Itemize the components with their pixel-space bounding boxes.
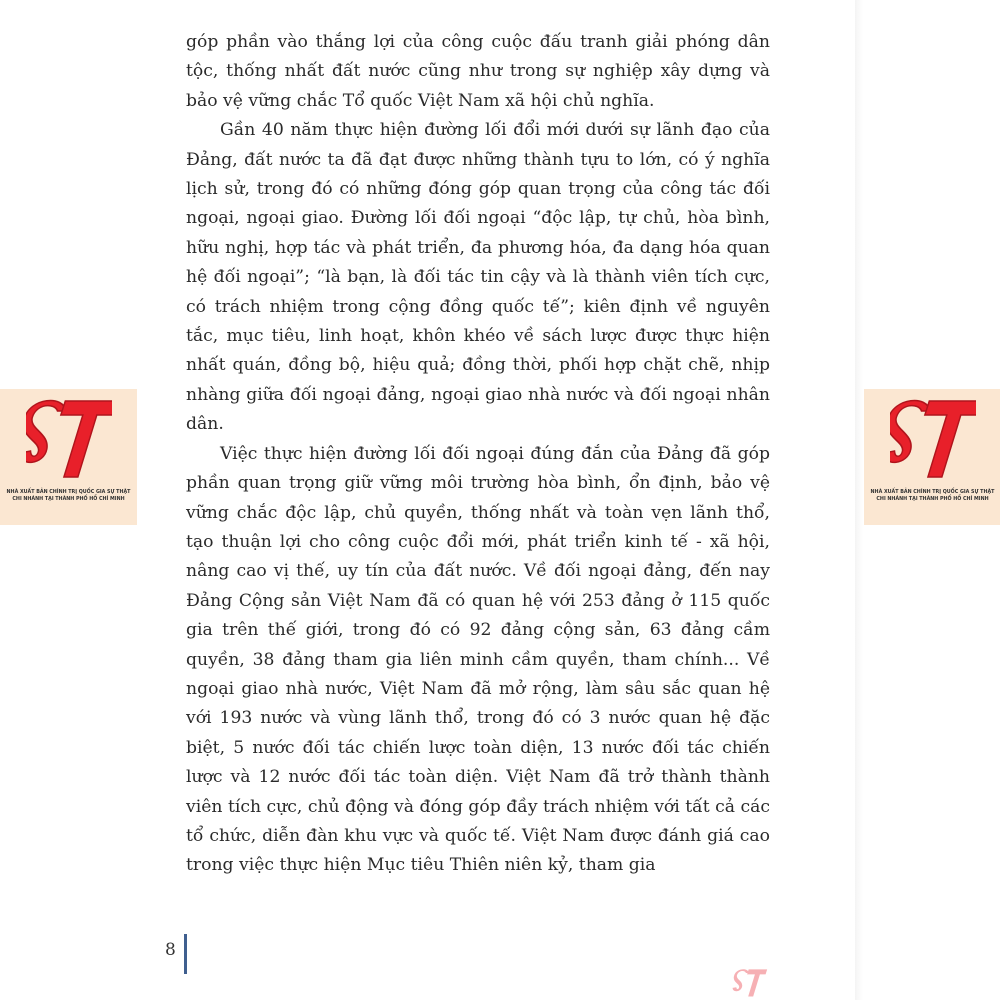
publisher-caption-line2: CHI NHÁNH TẠI THÀNH PHỐ HỒ CHÍ MINH [876,497,989,502]
publisher-logo-right [864,389,1000,525]
paragraph-1: góp phần vào thắng lợi của công cuộc đấu tranh giải phóng dân tộc, thống nhất đất nước cũng như trong sự nghiệp xây dựng và bảo vệ vững chắc Tổ quốc Việt Nam xã hội chủ nghĩa. [186,32,770,111]
publisher-caption-line1: NHÀ XUẤT BẢN CHÍNH TRỊ QUỐC GIA SỰ THẬT [6,490,131,495]
st-logo-icon [890,397,976,487]
publisher-caption-line2: CHI NHÁNH TẠI THÀNH PHỐ HỒ CHÍ MINH [12,497,125,502]
publisher-caption [2,489,135,503]
publisher-logo-left [0,389,137,525]
page-body-text [186,28,770,881]
st-watermark-icon [732,968,768,1000]
page-edge-shadow [855,0,863,1000]
publisher-caption [866,489,999,503]
paragraph-3: Việc thực hiện đường lối đối ngoại đúng đắn của Đảng đã góp phần quan trọng giữ vững môi trường hòa bình, ổn định, bảo vệ vững chắc độc lập, chủ quyền, thống nhất và toàn vẹn lãnh thổ, tạo thuận lợi cho công cuộc đổi mới, phát triển kinh tế - xã hội, nâng cao vị thế, uy tín của đất nước. Về đối ngoại đảng, đến nay Đảng Cộng sản Việt Nam đã có quan hệ với 253 đảng ở 115 quốc gia trên thế giới, trong đó có 92 đảng cộng sản, 63 đảng cầm quyền, 38 đảng tham gia liên minh cầm quyền, tham chính... Về ngoại giao nhà nước, Việt Nam đã mở rộng, làm sâu sắc quan hệ với 193 nước và vùng lãnh thổ, trong đó có 3 nước quan hệ đặc biệt, 5 nước đối tác chiến lược toàn diện, 13 nước đối tác chiến lược và 12 nước đối tác toàn diện. Việt Nam đã trở thành thành viên tích cực, chủ động và đóng góp đầy trách nhiệm với tất cả các tổ chức, diễn đàn khu vực và quốc tế. Việt Nam được đánh giá cao trong việc thực hiện Mục tiêu Thiên niên kỷ, tham gia [186,443,770,876]
paragraph-2: Gần 40 năm thực hiện đường lối đổi mới dưới sự lãnh đạo của Đảng, đất nước ta đã đạt được những thành tựu to lớn, có ý nghĩa lịch sử, trong đó có những đóng góp quan trọng của công tác đối ngoại, ngoại giao. Đường lối đối ngoại “độc lập, tự chủ, hòa bình, hữu nghị, hợp tác và phát triển, đa phương hóa, đa dạng hóa quan hệ đối ngoại”; “là bạn, là đối tác tin cậy và là thành viên tích cực, có trách nhiệm trong cộng đồng quốc tế”; kiên định về nguyên tắc, mục tiêu, linh hoạt, khôn khéo về sách lược được thực hiện nhất quán, đồng bộ, hiệu quả; đồng thời, phối hợp chặt chẽ, nhịp nhàng giữa đối ngoại đảng, ngoại giao nhà nước và đối ngoại nhân dân. [186,120,770,435]
st-logo-icon [26,397,112,487]
page-number: 8 [165,940,176,960]
page-number-bar [184,934,187,974]
publisher-caption-line1: NHÀ XUẤT BẢN CHÍNH TRỊ QUỐC GIA SỰ THẬT [870,490,995,495]
